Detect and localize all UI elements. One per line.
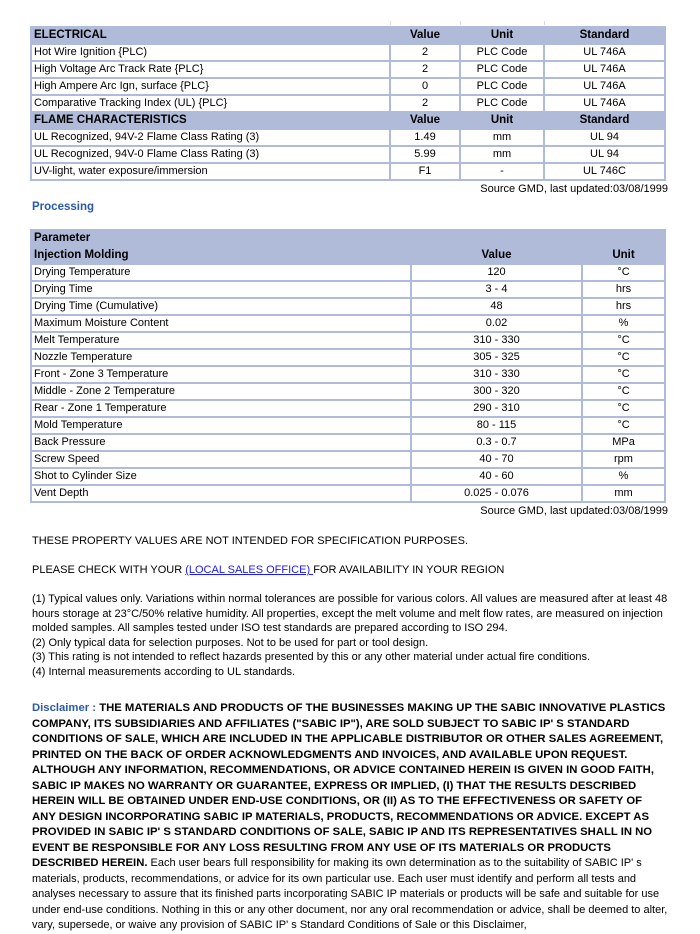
cell-2: °C <box>583 384 664 399</box>
footnote-4: (4) Internal measurements according to UL standards. <box>32 665 296 678</box>
flame-row <box>32 164 664 179</box>
processing-row <box>32 486 664 501</box>
cell-1: 310 - 330 <box>412 333 581 348</box>
processing-row <box>32 333 664 348</box>
cell-3: UL 94 <box>545 147 664 162</box>
cell-2: hrs <box>583 282 664 297</box>
cell-2: °C <box>583 401 664 416</box>
header-cell-1: Value <box>391 28 459 43</box>
header-cell-2: Unit <box>461 28 543 43</box>
cell-1: 2 <box>391 62 459 77</box>
header-cell-2: Unit <box>461 113 543 128</box>
cell-2: °C <box>583 367 664 382</box>
cell-0: Hot Wire Ignition {PLC) <box>32 45 389 60</box>
processing-row <box>32 299 664 314</box>
processing-table <box>30 229 666 503</box>
processing-row <box>32 316 664 331</box>
specification-notice: THESE PROPERTY VALUES ARE NOT INTENDED FOR SPECIFICATION PURPOSES. <box>32 535 469 547</box>
cell-1: 0 <box>391 79 459 94</box>
header-cell-2: Unit <box>583 248 664 263</box>
header-cell-3: Standard <box>545 28 664 43</box>
cell-3: UL 746A <box>545 45 664 60</box>
processing-header-row <box>32 248 664 263</box>
cell-0: Middle - Zone 2 Temperature <box>32 384 410 399</box>
footnote-3: (3) This rating is not intended to reflect hazards presented by this or any other material under actual fire conditions. <box>32 651 591 663</box>
footnote-1: (1) Typical values only. Variations within normal tolerances are possible for various colors. All values are measured after at least 48 hours storage at 23°C/50% relative humidity. All properties, except the melt volume and melt flow rates, are measured on injection molded samples. All samples tested under ISO test standards are prepared according to ISO 294. <box>32 593 668 634</box>
processing-row <box>32 350 664 365</box>
local-sales-office-link[interactable]: (LOCAL SALES OFFICE) <box>185 564 314 576</box>
cell-0: Screw Speed <box>32 452 410 467</box>
cell-3: UL 746A <box>545 79 664 94</box>
cell-0: Mold Temperature <box>32 418 410 433</box>
flame-source-note: Source GMD, last updated:03/08/1999 <box>480 183 668 195</box>
cell-1: 305 - 325 <box>412 350 581 365</box>
electrical-row <box>32 62 664 77</box>
cell-2: mm <box>583 486 664 501</box>
processing-source-note: Source GMD, last updated:03/08/1999 <box>480 505 668 517</box>
cell-1: 80 - 115 <box>412 418 581 433</box>
cell-2: PLC Code <box>461 96 543 111</box>
availability-notice <box>32 564 668 576</box>
cell-2: °C <box>583 265 664 280</box>
disclaimer-bold-text: THE MATERIALS AND PRODUCTS OF THE BUSINESSES MAKING UP THE SABIC INNOVATIVE PLASTICS COMPANY, ITS SUBSIDIARIES AND AFFILIATES ("SABIC IP"), ARE SOLD SUBJECT TO SABIC IP' S STANDARD CONDITIONS OF SALE, WHICH ARE INCLUDED IN THE APPLICABLE DISTRIBUTOR OR OTHER SALES AGREEMENT, PRINTED ON THE BACK OF ORDER ACKNOWLEDGMENTS AND INVOICES, AND AVAILABLE UPON REQUEST. ALTHOUGH ANY INFORMATION, RECOMMENDATIONS, OR ADVICE CONTAINED HEREIN IS GIVEN IN GOOD FAITH, SABIC IP MAKES NO WARRANTY OR GUARANTEE, EXPRESS OR IMPLIED, (I) THAT THE RESULTS DESCRIBED HEREIN WILL BE OBTAINED UNDER END-USE CONDITIONS, OR (II) AS TO THE EFFECTIVENESS OR SAFETY OF ANY DESIGN INCORPORATING SABIC IP MATERIALS, PRODUCTS, RECOMMENDATIONS OR ADVICE. EXCEPT AS PROVIDED IN SABIC IP' S STANDARD CONDITIONS OF SALE, SABIC IP AND ITS REPRESENTATIVES SHALL IN NO EVENT BE RESPONSIBLE FOR ANY LOSS RESULTING FROM ANY USE OF ITS MATERIALS OR PRODUCTS DESCRIBED HEREIN. <box>32 702 666 869</box>
cell-2: °C <box>583 418 664 433</box>
cell-0: Drying Time <box>32 282 410 297</box>
electrical-flame-table <box>30 26 666 181</box>
cell-1: 0.3 - 0.7 <box>412 435 581 450</box>
footnotes <box>32 592 668 679</box>
cell-1: 310 - 330 <box>412 367 581 382</box>
cell-0: Shot to Cylinder Size <box>32 469 410 484</box>
processing-row <box>32 384 664 399</box>
cell-1: 5.99 <box>391 147 459 162</box>
cell-2: hrs <box>583 299 664 314</box>
cell-0: Drying Temperature <box>32 265 410 280</box>
header-cell-1: Value <box>391 113 459 128</box>
datasheet-page <box>32 26 668 934</box>
cell-1: 2 <box>391 45 459 60</box>
cell-2: mm <box>461 147 543 162</box>
cell-1: 290 - 310 <box>412 401 581 416</box>
cell-0: UL Recognized, 94V-0 Flame Class Rating (3) <box>32 147 389 162</box>
cell-2: mm <box>461 130 543 145</box>
cell-2: °C <box>583 350 664 365</box>
cell-0: Comparative Tracking Index (UL) {PLC} <box>32 96 389 111</box>
cell-0: Drying Time (Cumulative) <box>32 299 410 314</box>
cell-1: F1 <box>391 164 459 179</box>
cell-1: 40 - 60 <box>412 469 581 484</box>
header-cell-3: Standard <box>545 113 664 128</box>
cell-1: 3 - 4 <box>412 282 581 297</box>
processing-row <box>32 418 664 433</box>
cell-1: 2 <box>391 96 459 111</box>
processing-row <box>32 469 664 484</box>
cell-2: PLC Code <box>461 79 543 94</box>
electrical-header-row <box>32 28 664 43</box>
cell-1: 300 - 320 <box>412 384 581 399</box>
processing-row <box>32 452 664 467</box>
cell-2: rpm <box>583 452 664 467</box>
availability-prefix: PLEASE CHECK WITH YOUR <box>32 564 186 576</box>
cell-1: 40 - 70 <box>412 452 581 467</box>
cell-0: High Ampere Arc Ign, surface {PLC} <box>32 79 389 94</box>
cell-2: - <box>461 164 543 179</box>
cell-0: UV-light, water exposure/immersion <box>32 164 389 179</box>
disclaimer-label: Disclaimer : <box>32 702 100 714</box>
header-cell-1: Value <box>412 248 581 263</box>
processing-row <box>32 401 664 416</box>
cell-1: 48 <box>412 299 581 314</box>
cell-2: °C <box>583 333 664 348</box>
processing-header-top-row <box>32 231 664 246</box>
cell-0: High Voltage Arc Track Rate {PLC} <box>32 62 389 77</box>
cell-1: 0.025 - 0.076 <box>412 486 581 501</box>
cell-3: UL 746A <box>545 96 664 111</box>
electrical-row <box>32 45 664 60</box>
cell-1: 120 <box>412 265 581 280</box>
cell-2: PLC Code <box>461 62 543 77</box>
processing-row <box>32 435 664 450</box>
cell-1: 0.02 <box>412 316 581 331</box>
disclaimer-normal-text: Each user bears full responsibility for making its own determination as to the suitability of SABIC IP' s materials, products, recommendations, or advice for its own particular use. Each user must identify and perform all tests and analyses necessary to assure that its finished parts incorporating SABIC IP materials or products will be safe and suitable for use under end-use conditions. Nothing in this or any other document, nor any oral recommendation or advice, shall be deemed to alter, vary, supersede, or waive any provision of SABIC IP' s Standard Conditions of Sale or this Disclaimer, <box>32 857 668 931</box>
processing-row <box>32 282 664 297</box>
cell-1: 1.49 <box>391 130 459 145</box>
flame-row <box>32 130 664 145</box>
cell-0: Nozzle Temperature <box>32 350 410 365</box>
cell-0: Maximum Moisture Content <box>32 316 410 331</box>
processing-row <box>32 367 664 382</box>
cell-2: MPa <box>583 435 664 450</box>
table-top-edge <box>32 21 668 26</box>
flame-row <box>32 147 664 162</box>
processing-section-title: Processing <box>32 201 94 213</box>
cell-0: Back Pressure <box>32 435 410 450</box>
cell-3: UL 746C <box>545 164 664 179</box>
electrical-row <box>32 96 664 111</box>
electrical-row <box>32 79 664 94</box>
disclaimer <box>32 701 668 934</box>
cell-0: Front - Zone 3 Temperature <box>32 367 410 382</box>
footnote-2: (2) Only typical data for selection purposes. Not to be used for part or tool design. <box>32 636 429 649</box>
cell-0: UL Recognized, 94V-2 Flame Class Rating (3) <box>32 130 389 145</box>
cell-0: Vent Depth <box>32 486 410 501</box>
header-cell-0: ELECTRICAL <box>32 28 389 43</box>
availability-suffix: FOR AVAILABILITY IN YOUR REGION <box>313 564 505 576</box>
cell-3: UL 94 <box>545 130 664 145</box>
cell-3: UL 746A <box>545 62 664 77</box>
cell-2: PLC Code <box>461 45 543 60</box>
cell-0: Melt Temperature <box>32 333 410 348</box>
flame-header-row <box>32 113 664 128</box>
header-cell-0: Injection Molding <box>32 248 410 263</box>
parameter-header: Parameter <box>32 231 664 246</box>
header-cell-0: FLAME CHARACTERISTICS <box>32 113 389 128</box>
cell-2: % <box>583 469 664 484</box>
cell-2: % <box>583 316 664 331</box>
processing-row <box>32 265 664 280</box>
cell-0: Rear - Zone 1 Temperature <box>32 401 410 416</box>
